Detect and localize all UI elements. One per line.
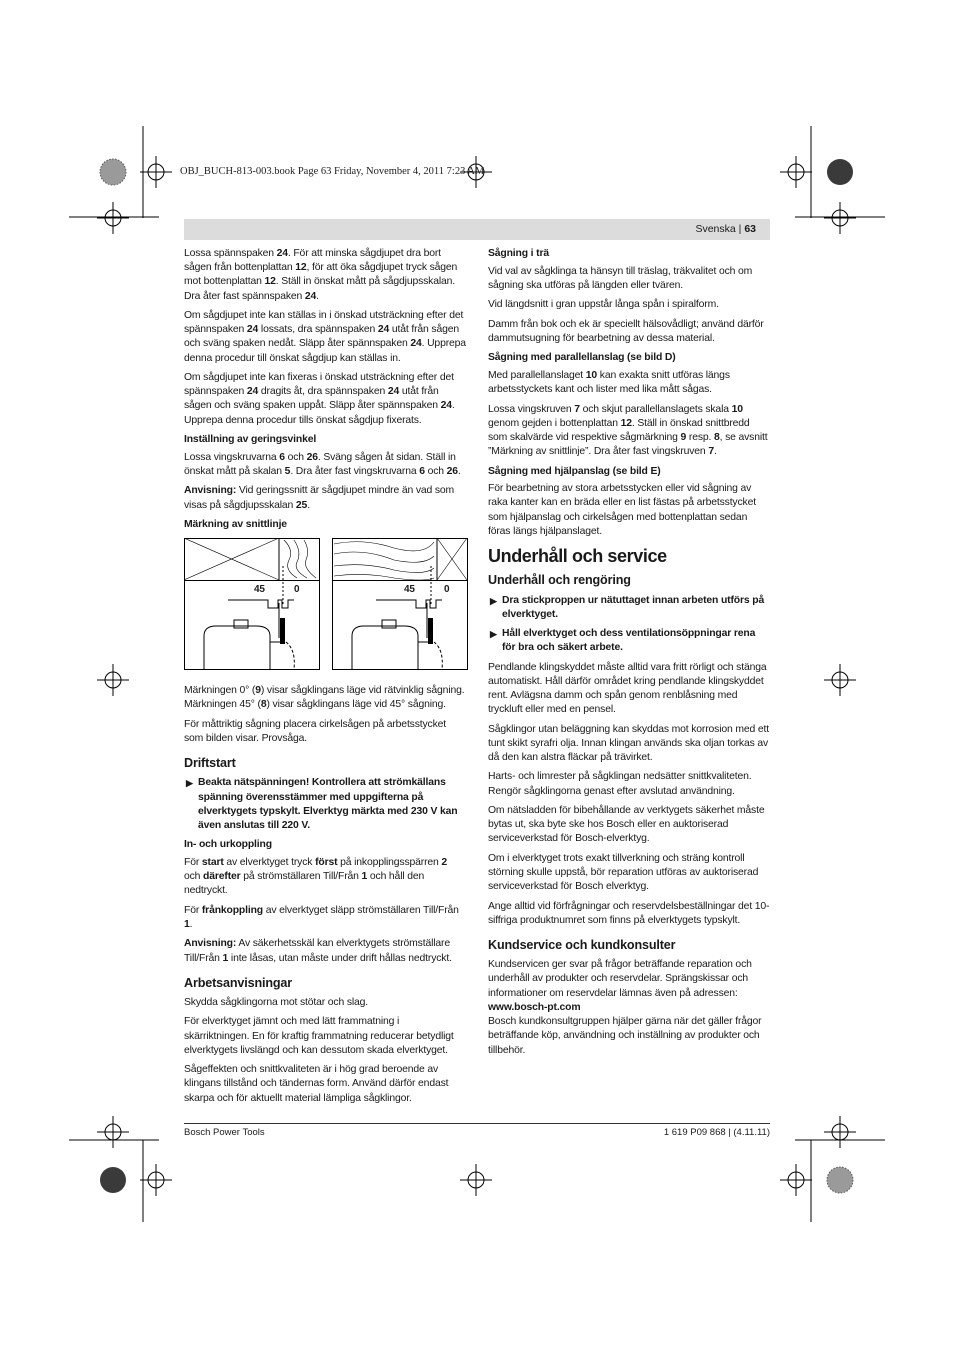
paragraph: Harts- och limrester på sågklingan nedsätter snittkvaliteten. Rengör sågklingorna genast efter avslutad användning. <box>488 771 752 797</box>
paragraph: För elverktyget jämnt och med lätt frammatning i skärriktningen. En för kraftig frammatning reducerar betydligt elverktygets livslängd och kan dessutom skada elverktyget. <box>184 1016 454 1056</box>
saw-cut-mark-drawing-right <box>332 538 468 670</box>
heading-working-advice: Arbetsanvisningar <box>184 975 293 990</box>
cut-line-figure <box>184 538 468 670</box>
paragraph: Med parallellanslaget 10 kan exakta snitt utföras längs arbetsstyckets kant och lister med lika mått sågas. <box>488 369 730 396</box>
bullet-arrow-icon: ▶ <box>490 629 497 640</box>
footer-publisher: Bosch Power Tools <box>184 1127 265 1138</box>
paragraph: Vid längdsnitt i gran uppstår långa spån i spiralform. <box>488 299 719 311</box>
section-title-maintenance: Underhåll och service <box>488 546 667 567</box>
paragraph: Lossa vingskruvarna 6 och 26. Sväng sågen åt sidan. Ställ in önskat mått på skalan 5. Dra åter fast vingskruvarna 6 och 26. <box>184 451 461 477</box>
bullet-arrow-icon: ▶ <box>186 778 193 789</box>
page-header <box>184 219 770 240</box>
paragraph: För frånkoppling av elverktyget släpp strömställaren Till/Från 1. <box>184 904 459 930</box>
paragraph: Sågklingor utan beläggning kan skyddas mot korrosion med ett tunt skikt syrafri olja. Innan klingan används ska oljan torkas av då den kan alstra fläckar på trävirket. <box>488 723 769 764</box>
saw-cut-mark-drawing-left <box>184 538 320 670</box>
paragraph: Kundservicen ger svar på frågor beträffande reparation och underhåll av produkter och reservdelar. Sprängskissar och informationer om reservdelar lämnas även på adressen: <box>488 959 752 999</box>
paragraph: Lossa vingskruven 7 och skjut parallellanslagets skala 10 genom gejden i bottenplattan 12. Ställ in önskad snittbredd som skalvärde vid respektive sågmärkning 9 resp. 8, se avsnitt ”Märkning av snittlinje”. Dra åter fast vingskruven 7. <box>488 403 768 458</box>
note-paragraph: Anvisning: Vid geringssnitt är sågdjupet mindre än vad som visas på sågdjupsskalan 25. <box>184 485 455 511</box>
paragraph: För start av elverktyget tryck först på inkopplingsspärren 2 och därefter på strömställaren Till/Från 1 och håll den nedtryckt. <box>184 857 448 897</box>
subheading-bevel-angle: Inställning av geringsvinkel <box>184 434 317 445</box>
paragraph: Bosch kundkonsultgruppen hjälper gärna när det gäller frågor beträffande köp, användning och inställning av produkter och tillbehör. <box>488 1016 762 1056</box>
footer-document-number: 1 619 P09 868 | (4.11.11) <box>663 1127 770 1138</box>
note-paragraph: Anvisning: Av säkerhetsskäl kan elverktygets strömställare Till/Från 1 inte låsas, utan måste under drift hållas nedtryckt. <box>184 938 452 964</box>
heading-startup: Driftstart <box>184 756 236 771</box>
paragraph: Skydda sågklingorna mot stötar och slag. <box>184 997 369 1008</box>
page-number: 63 <box>744 223 756 235</box>
subheading-auxiliary-guide: Sågning med hjälpanslag (se bild E) <box>488 465 661 477</box>
bullet-item: ▶ Beakta nätspänningen! Kontrollera att strömkällans spänning överensstämmer med uppgifterna på elverktygets typskylt. Elverktyg märkta med 230 V kan även anslutas till 220 V. <box>186 777 458 831</box>
bullet-arrow-icon: ▶ <box>490 595 497 606</box>
label-45-degree: 45 <box>404 584 415 596</box>
label-45-degree: 45 <box>254 584 265 596</box>
paragraph: Pendlande klingskyddet måste alltid vara fritt rörligt och stänga automatiskt. Håll därför området kring pendlande klingskyddet rent. Avlägsna damm och spån genom renblåsning med tryckluft eller med en pensel. <box>488 661 767 716</box>
paragraph: Sågeffekten och snittkvaliteten är i hög grad beroende av klingans tillstånd och tändernas form. Använd därför endast skarpa och för aktuellt material lämpliga sågklingor. <box>184 1064 449 1104</box>
label-0-degree: 0 <box>294 584 300 596</box>
paragraph: Om i elverktyget trots exakt tillverkning och sträng kontroll störning skulle uppstå, bör reparation utföras av auktoriserad serviceverkstad för Bosch elverktyg. <box>488 852 759 893</box>
right-column <box>488 247 770 1063</box>
subheading-cut-line: Märkning av snittlinje <box>184 518 287 530</box>
print-info-line: OBJ_BUCH-813-003.book Page 63 Friday, November 4, 2011 7:23 AM <box>180 166 485 177</box>
paragraph: Ange alltid vid förfrågningar och reservdelsbeställningar det 10-siffriga produktnumret som finns på elverktygets typskylt. <box>488 900 770 926</box>
left-column <box>184 247 466 1111</box>
bullet-item: ▶ Dra stickproppen ur nätuttaget innan arbeten utförs på elverktyget. <box>490 594 765 620</box>
paragraph: Om nätsladden för bibehållande av verktygets säkerhet måste bytas ut, ska byte ske hos Bosch eller en auktoriserad serviceverkstad för Bosch-elverktyg. <box>488 805 765 845</box>
heading-maintenance-cleaning: Underhåll och rengöring <box>488 573 631 588</box>
paragraph: Om sågdjupet inte kan ställas in i önskad utsträckning efter det spännspaken 24 lossats, dra spännspaken 24 utåt från sågen och sväng spaken nedåt. Släpp åter spännspaken 24. Upprepa denna procedur till önskat sågdjup kan ställas in. <box>184 310 466 364</box>
paragraph: Vid val av sågklinga ta hänsyn till träslag, träkvalitet och om sågning ska utföras på längden eller tvären. <box>488 265 753 291</box>
header-language-page: Svenska | 63 <box>695 223 756 235</box>
subheading-sawing-wood: Sågning i trä <box>488 248 549 259</box>
heading-customer-service: Kundservice och kundkonsulter <box>488 938 676 953</box>
paragraph: För måttriktig sågning placera cirkelsågen på arbetsstycket som bilden visar. Provsåga. <box>184 718 447 744</box>
figure-panel-right <box>332 538 468 670</box>
figure-panel-left <box>184 538 320 670</box>
website-link[interactable]: www.bosch-pt.com <box>488 1001 581 1013</box>
bullet-item: ▶ Håll elverktyget och dess ventilationsöppningar rena för bra och säkert arbete. <box>490 628 756 654</box>
header-language: Svenska <box>695 223 736 235</box>
paragraph: Lossa spännspaken 24. För att minska sågdjupet dra bort sågen från bottenplattan 12, för att öka sågdjupet tryck sågen mot bottenplattan 12. Ställ in önskat mått på sågdjupsskalan. Dra åter fast spännspaken 24. <box>184 248 458 302</box>
label-0-degree: 0 <box>444 584 450 596</box>
subheading-on-off: In- och urkoppling <box>184 839 272 851</box>
paragraph: Om sågdjupet inte kan fixeras i önskad utsträckning efter det spännspaken 24 dragits åt, dra spännspaken 24 utåt från sågen och sväng spaken uppåt. Släpp åter spännspaken 24. Upprepa denna procedur tills önskat sågdjup fixerats. <box>184 372 455 426</box>
paragraph: Damm från bok och ek är speciellt hälsovådligt; använd därför dammutsugning för bearbetning av dessa material. <box>488 318 764 344</box>
footer-rule <box>184 1123 770 1124</box>
paragraph: Märkningen 0° (9) visar sågklingans läge vid rätvinklig sågning. Märkningen 45° (8) visar sågklingans läge vid 45° sågning. <box>184 685 465 711</box>
subheading-parallel-guide: Sågning med parallellanslag (se bild D) <box>488 352 676 364</box>
paragraph: För bearbetning av stora arbetsstycken eller vid sågning av raka kanter kan en bräda eller en list fästas på arbetsstycket som hjälpanslag och cirkelsågen med bottenplattan sedan föras längs hjälpanslaget. <box>488 483 756 537</box>
